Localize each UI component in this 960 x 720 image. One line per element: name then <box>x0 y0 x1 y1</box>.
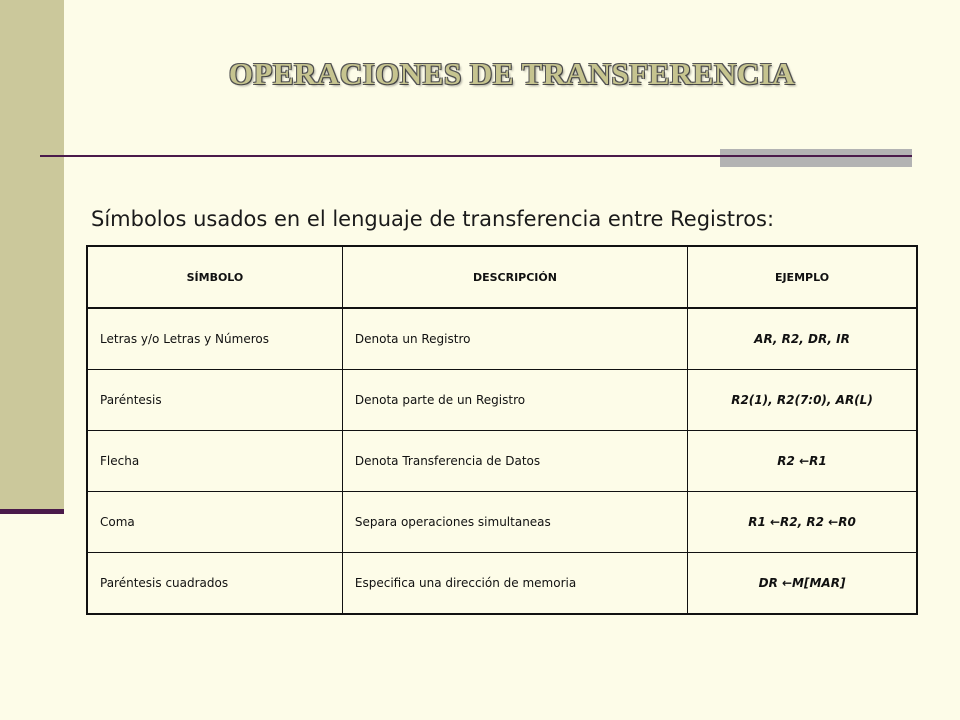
table-row <box>87 553 917 615</box>
title-rule-gray-block <box>720 149 912 167</box>
cell-descripcion: Especifica una dirección de memoria <box>342 553 687 615</box>
cell-ejemplo: R2(1), R2(7:0), AR(L) <box>688 370 917 431</box>
side-decoration-bar <box>0 0 64 512</box>
cell-descripcion: Separa operaciones simultaneas <box>342 492 687 553</box>
cell-ejemplo: R2 ←R1 <box>688 431 917 492</box>
table-row <box>87 431 917 492</box>
cell-simbolo: Flecha <box>87 431 342 492</box>
header-ejemplo: EJEMPLO <box>688 246 917 308</box>
cell-descripcion: Denota parte de un Registro <box>342 370 687 431</box>
slide-subtitle: Símbolos usados en el lenguaje de transferencia entre Registros: <box>91 207 775 231</box>
cell-ejemplo: AR, R2, DR, IR <box>688 308 917 370</box>
cell-descripcion: Denota un Registro <box>342 308 687 370</box>
cell-simbolo: Coma <box>87 492 342 553</box>
side-bar-underline <box>0 509 64 514</box>
slide-title: OPERACIONES DE TRANSFERENCIA <box>228 56 796 91</box>
cell-simbolo: Paréntesis cuadrados <box>87 553 342 615</box>
header-simbolo: SÍMBOLO <box>87 246 342 308</box>
header-descripcion: DESCRIPCIÓN <box>342 246 687 308</box>
cell-ejemplo: DR ←M[MAR] <box>688 553 917 615</box>
table-header-row <box>87 246 917 308</box>
title-rule-line <box>40 155 912 157</box>
table-row <box>87 308 917 370</box>
cell-simbolo: Paréntesis <box>87 370 342 431</box>
table-row <box>87 492 917 553</box>
cell-descripcion: Denota Transferencia de Datos <box>342 431 687 492</box>
cell-ejemplo: R1 ←R2, R2 ←R0 <box>688 492 917 553</box>
table-row <box>87 370 917 431</box>
symbols-table <box>86 245 918 615</box>
cell-simbolo: Letras y/o Letras y Números <box>87 308 342 370</box>
